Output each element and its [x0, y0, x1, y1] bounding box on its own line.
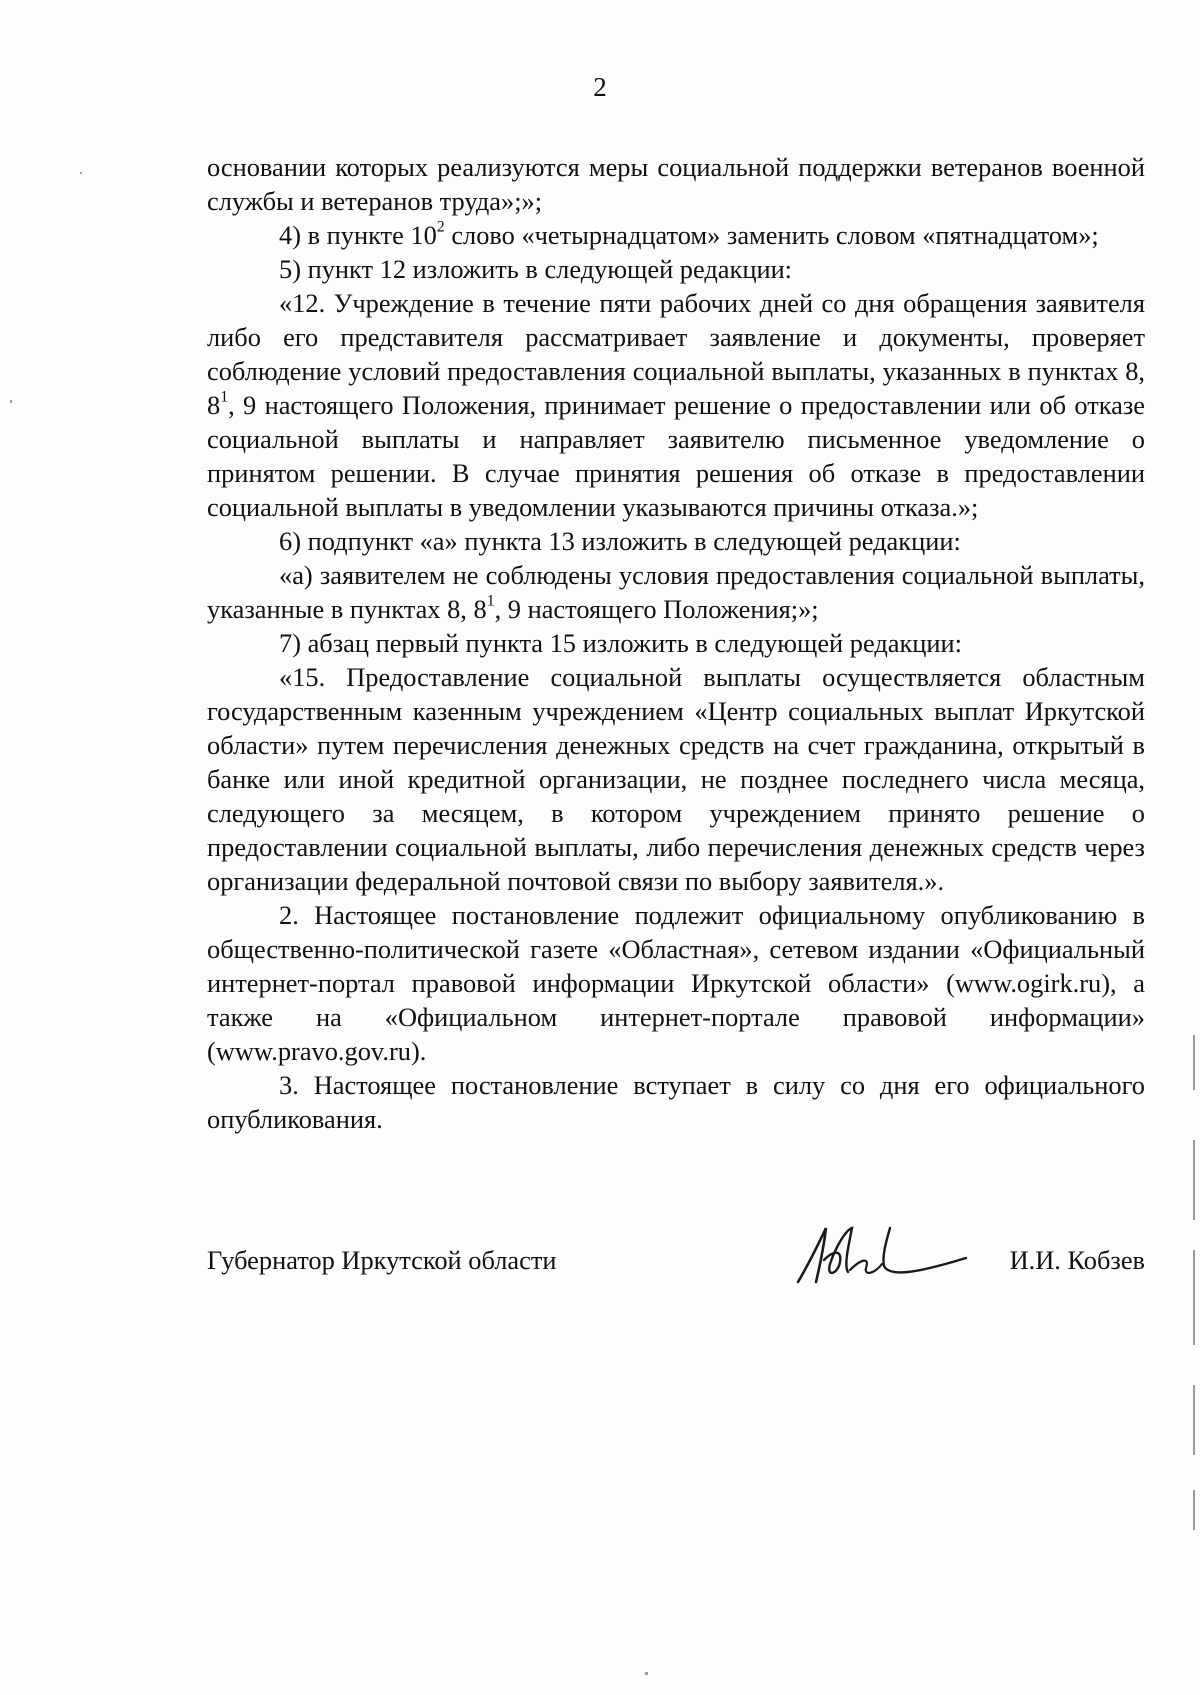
handwritten-signature: [790, 1220, 980, 1290]
paragraph-text: 7) абзац первый пункта 15 изложить в следующей редакции:: [279, 628, 962, 658]
paragraph-clause-15: [207, 660, 1145, 898]
paragraph-text: 4) в пункте 10: [279, 220, 437, 250]
paragraph-item-4: [207, 218, 1145, 252]
paragraph-text: 5) пункт 12 изложить в следующей редакции:: [279, 254, 793, 284]
superscript: 1: [486, 592, 495, 610]
paragraph-section-3: [207, 1068, 1145, 1136]
paragraph-text: «а) заявителем не соблюдены условия предоставления социальной выплаты, указанные в пунктах 8, 8: [207, 560, 1145, 624]
paragraph-section-2: [207, 898, 1145, 1068]
scan-edge-line: [1193, 1140, 1195, 1220]
paragraph-text: 3. Настоящее постановление вступает в силу со дня его официального опубликования.: [207, 1070, 1145, 1134]
paragraph-text: «12. Учреждение в течение пяти рабочих дней со дня обращения заявителя либо его представителя рассматривает заявление и документы, проверяет соблюдение условий предоставления социальной выплаты, указанных в пунктах 8, 8: [207, 288, 1145, 420]
superscript: 1: [220, 388, 229, 406]
signature-block: [207, 1243, 1145, 1283]
paragraph-clause-12: [207, 286, 1145, 524]
paragraph-item-7: [207, 626, 1145, 660]
paragraph-clause-13a: [207, 558, 1145, 626]
paragraph-item-5: [207, 252, 1145, 286]
scan-dot: [10, 400, 12, 403]
document-body: [207, 150, 1145, 1136]
page-number: 2: [593, 72, 607, 102]
paragraph-text: основании которых реализуются меры социальной поддержки ветеранов военной службы и ветеранов труда»;»;: [207, 152, 1145, 216]
superscript: 2: [436, 218, 445, 236]
paragraph-continuation: [207, 150, 1145, 218]
scan-dot: [645, 1672, 648, 1675]
paragraph-text: «15. Предоставление социальной выплаты осуществляется областным государственным казенным учреждением «Центр социальных выплат Иркутской области» путем перечисления денежных средств на счет гражданина, открытый в банке или иной кредитной организации, не позднее последнего числа месяца, следующего за месяцем, в котором учреждением принято решение о предоставлении социальной выплаты, либо перечисления денежных средств через организации федеральной почтовой связи по выбору заявителя.».: [207, 662, 1145, 896]
scan-dot: [80, 172, 82, 174]
signatory-name: И.И. Кобзев: [1009, 1245, 1145, 1275]
scan-edge-line: [1193, 1035, 1195, 1090]
scan-edge-line: [1193, 1250, 1195, 1345]
paragraph-text: 6) подпункт «а» пункта 13 изложить в следующей редакции:: [279, 526, 961, 556]
scan-edge-line: [1193, 1385, 1195, 1455]
paragraph-text: слово «четырнадцатом» заменить словом «пятнадцатом»;: [444, 220, 1099, 250]
paragraph-text: 2. Настоящее постановление подлежит официальному опубликованию в общественно-политической газете «Областная», сетевом издании «Официальный интернет-портал правовой информации Иркутской области» (www.ogirk.ru), а также на «Официальном интернет-портале правовой информации» (www.pravo.gov.ru).: [207, 900, 1145, 1066]
paragraph-item-6: [207, 524, 1145, 558]
paragraph-text: , 9 настоящего Положения;»;: [494, 594, 819, 624]
paragraph-text: , 9 настоящего Положения, принимает решение о предоставлении или об отказе социальной выплаты и направляет заявителю письменное уведомление о принятом решении. В случае принятия решения об отказе в предоставлении социальной выплаты в уведомлении указываются причины отказа.»;: [207, 390, 1145, 522]
scan-edge-line: [1193, 1490, 1195, 1530]
signatory-title: Губернатор Иркутской области: [207, 1245, 557, 1275]
